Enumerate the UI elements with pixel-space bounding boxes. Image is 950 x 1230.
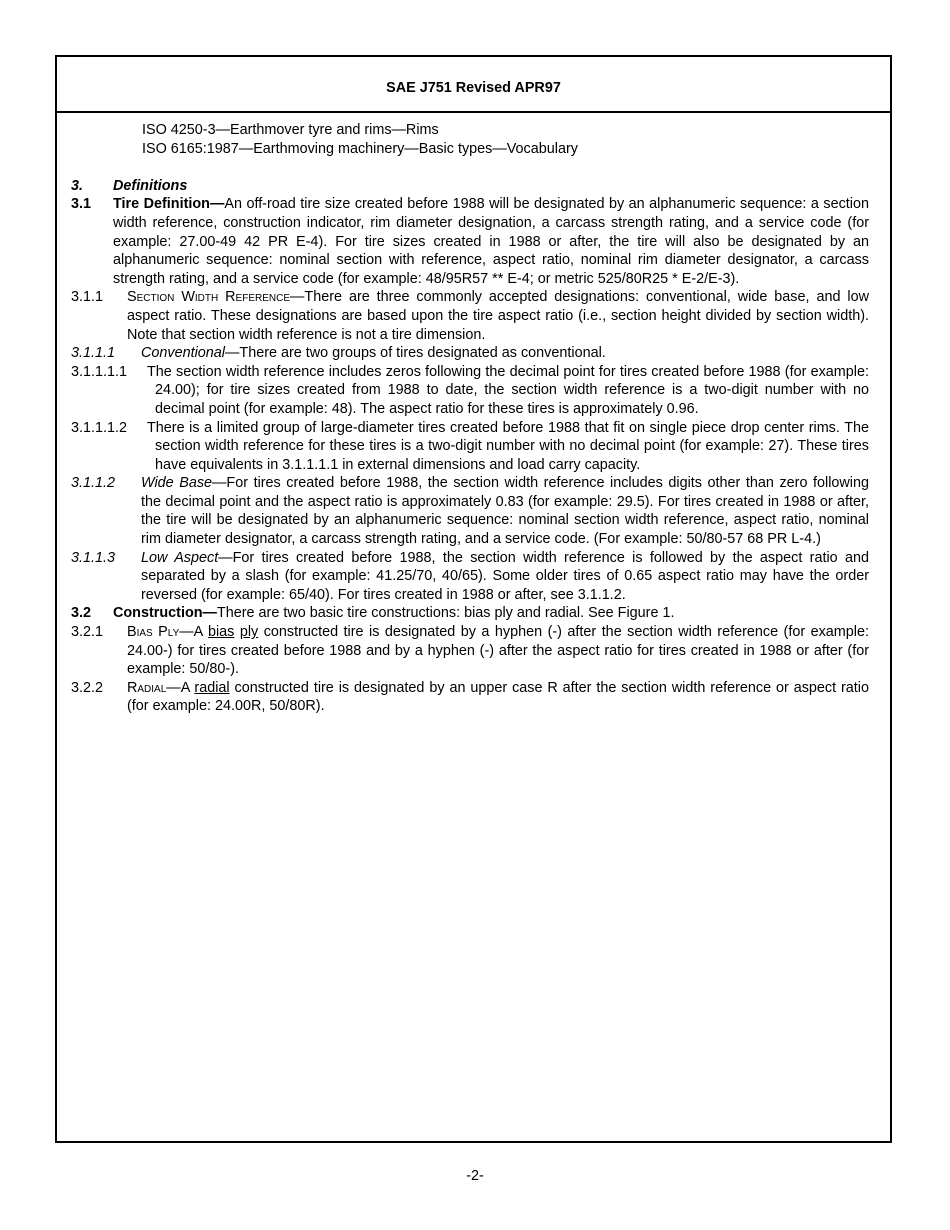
section-term: Bias Ply xyxy=(127,624,180,641)
underlined-word: ply xyxy=(239,624,259,641)
section-text: constructed tire is designated by a hyphen (-) after the section width reference (for example: 24.00-) for tires created before 1988 and by a hyphen (-) after the aspect ratio for tires created in 1988 or after (for example: 50/80-). xyxy=(127,624,869,678)
reference-item: ISO 4250-3—Earthmover tyre and rims—Rims xyxy=(142,122,439,138)
section-term: Tire Definition— xyxy=(113,196,225,213)
section-number: 3.1.1.1 xyxy=(71,345,116,362)
section-3-1-1-1-1 xyxy=(71,363,869,419)
section-title: Definitions xyxy=(113,177,188,194)
section-text-lead: —A xyxy=(166,679,195,696)
section-number: 3.1.1 xyxy=(71,289,104,306)
section-3-1-1-1-2 xyxy=(71,419,869,475)
header-title: SAE J751 Revised APR97 xyxy=(386,80,561,96)
section-text: There are two basic tire constructions: bias ply and radial. See Figure 1. xyxy=(216,605,675,622)
document-body xyxy=(71,121,869,716)
section-term: Radial xyxy=(127,679,167,696)
section-text: An off-road tire size created before 1988 will be designated by an alphanumeric sequence: a section width reference, construction indicator, rim diameter designation, a carcass strength rating, and a service code (for example: 27.00-49 42 PR E-4). For tire sizes created in 1988 or after, the tire will also be designated by an alphanumeric sequence: nominal section with reference, aspect ratio, nominal rim diameter designator, a carcass strength rating, and a service code (for example: 48/95R57 ** E-4; or metric 525/80R25 * E-2/E-3). xyxy=(113,196,869,287)
section-3-2 xyxy=(71,604,869,623)
section-number: 3.1.1.1.1 xyxy=(71,363,128,380)
section-number: 3.1.1.2 xyxy=(71,475,116,492)
reference-list xyxy=(71,121,869,158)
section-3-1-1 xyxy=(71,288,869,344)
section-number: 3.1.1.3 xyxy=(71,549,116,566)
section-text: The section width reference includes zeros following the decimal point for tires created before 1988 (for example: 24.00); for tire sizes created from 1988 to date, the section width reference is a two-digit number with no decimal point (for example: 48). The aspect ratio for these tires is approximately 0.96. xyxy=(147,363,869,417)
section-number: 3.2 xyxy=(71,605,92,622)
document-header xyxy=(57,57,890,113)
section-number: 3.2.2 xyxy=(71,679,104,696)
underlined-word: radial xyxy=(194,679,230,696)
page-number: -2- xyxy=(466,1168,484,1184)
section-3-1 xyxy=(71,195,869,288)
page-frame xyxy=(55,55,892,1143)
reference-item: ISO 6165:1987—Earthmoving machinery—Basic types—Vocabulary xyxy=(142,140,578,157)
section-text: —There are two groups of tires designated as conventional. xyxy=(225,345,606,362)
section-3-1-1-3 xyxy=(71,549,869,605)
section-3-1-1-2 xyxy=(71,474,869,548)
section-text-lead: —A xyxy=(179,624,208,641)
section-3-heading xyxy=(71,177,869,196)
section-3-2-1 xyxy=(71,623,869,679)
section-number: 3.1.1.1.2 xyxy=(71,419,128,436)
section-3-1-1-1 xyxy=(71,344,869,363)
section-text: constructed tire is designated by an upper case R after the section width reference or aspect ratio (for example: 24.00R, 50/80R). xyxy=(127,679,869,715)
section-term: Construction— xyxy=(113,605,217,622)
section-number: 3. xyxy=(71,177,84,194)
section-term: Low Aspect xyxy=(141,549,219,566)
section-number: 3.2.1 xyxy=(71,624,104,641)
section-3-2-2 xyxy=(71,679,869,716)
section-text: —For tires created before 1988, the section width reference is followed by the aspect ratio and separated by a slash (for example: 41.25/70, 40/65). Some older tires of 0.65 aspect ratio may have the order reversed (for example: 65/40). For tires created in 1988 or after, see 3.1.1.2. xyxy=(141,549,869,603)
section-term: Conventional xyxy=(141,345,226,362)
section-term: Section Width Reference xyxy=(127,289,291,306)
section-number: 3.1 xyxy=(71,196,92,213)
underlined-word: bias xyxy=(207,624,235,641)
section-text: There is a limited group of large-diameter tires created before 1988 that fit on single piece drop center rims. The section width reference for these tires is a two-digit number with no decimal point (for example: 27). These tires have equivalents in 3.1.1.1.1 in external dimensions and load carry capacity. xyxy=(147,419,869,473)
section-text: —There are three commonly accepted designations: conventional, wide base, and low aspect ratio. These designations are based upon the tire aspect ratio (i.e., section height divided by section width). Note that section width reference is not a tire dimension. xyxy=(127,289,869,343)
section-term: Wide Base xyxy=(141,475,213,492)
section-text: —For tires created before 1988, the section width reference includes digits other than zero following the decimal point and the aspect ratio is approximately 0.83 (for example: 29.5). For tires created in 1988 or after, the tire will be designated by an alphanumeric sequence: nominal section width reference, aspect ratio, nominal rim diameter designator, a carcass strength rating, and a service code. (For example: 50/80-57 68 PR L-4.) xyxy=(141,475,869,548)
